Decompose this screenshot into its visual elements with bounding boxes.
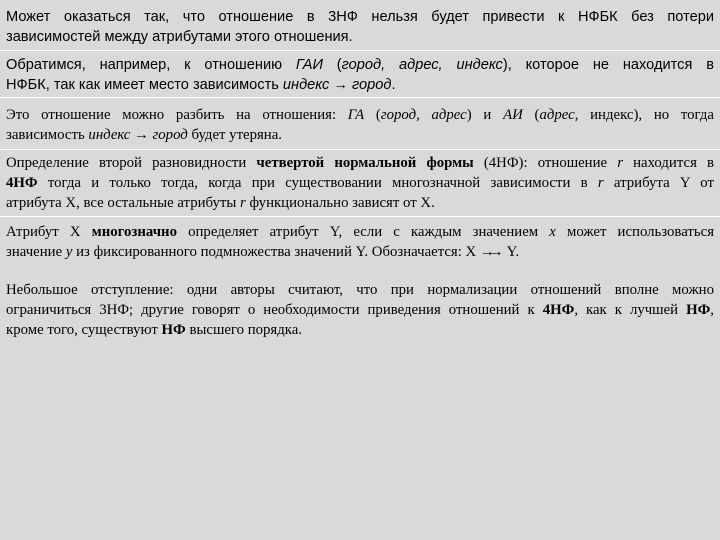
paragraph-3nf-limitation xyxy=(6,7,714,47)
text-line: Атрибут X многозначно определяет атрибут Y, если с каждым значением x может использоваться xyxy=(6,224,714,240)
text-line: Обратимся, например, к отношению ГАИ (город, адрес, индекс), которое не находится в xyxy=(6,57,714,73)
text-line: значение y из фиксированного подмножества значений Y. Обозначается: X →→ Y. xyxy=(6,244,520,260)
paragraph-digression xyxy=(6,280,714,340)
text-line: кроме того, существуют НФ высшего порядка. xyxy=(6,322,303,338)
text-line: Определение второй разновидности четвертой нормальной формы (4НФ): отношение r находится в xyxy=(6,155,714,171)
text-line: зависимость индекс → город будет утеряна. xyxy=(6,127,282,143)
text-line: зависимостей между атрибутами этого отношения. xyxy=(6,29,353,45)
multivalued-arrow-symbol: →→ xyxy=(479,244,498,260)
divider xyxy=(0,149,720,150)
text-line: Может оказаться так, что отношение в 3НФ нельзя будет привести к НФБК без потери xyxy=(6,9,714,25)
paragraph-multivalued-dependency xyxy=(6,222,714,262)
paragraph-gai-example xyxy=(6,55,714,95)
text-line: Это отношение можно разбить на отношения: ГА (город, адрес) и АИ (адрес, индекс), но тогда xyxy=(6,107,714,123)
divider xyxy=(0,97,720,98)
paragraph-4nf-definition xyxy=(6,153,714,213)
text-line: ограничиться 3НФ; другие говорят о необходимости приведения отношений к 4НФ, как к лучшей НФ, xyxy=(6,302,714,318)
text-line: Небольшое отступление: одни авторы считают, что при нормализации отношений вполне можно xyxy=(6,282,714,298)
paragraph-decomposition xyxy=(6,105,714,145)
divider xyxy=(0,50,720,51)
text-line: 4НФ тогда и только тогда, когда при существовании многозначной зависимости в r атрибута Y от xyxy=(6,175,714,191)
divider xyxy=(0,216,720,217)
text-line: атрибута X, все остальные атрибуты r функционально зависят от X. xyxy=(6,195,435,211)
text-line: НФБК, так как имеет место зависимость индекс → город. xyxy=(6,77,396,93)
